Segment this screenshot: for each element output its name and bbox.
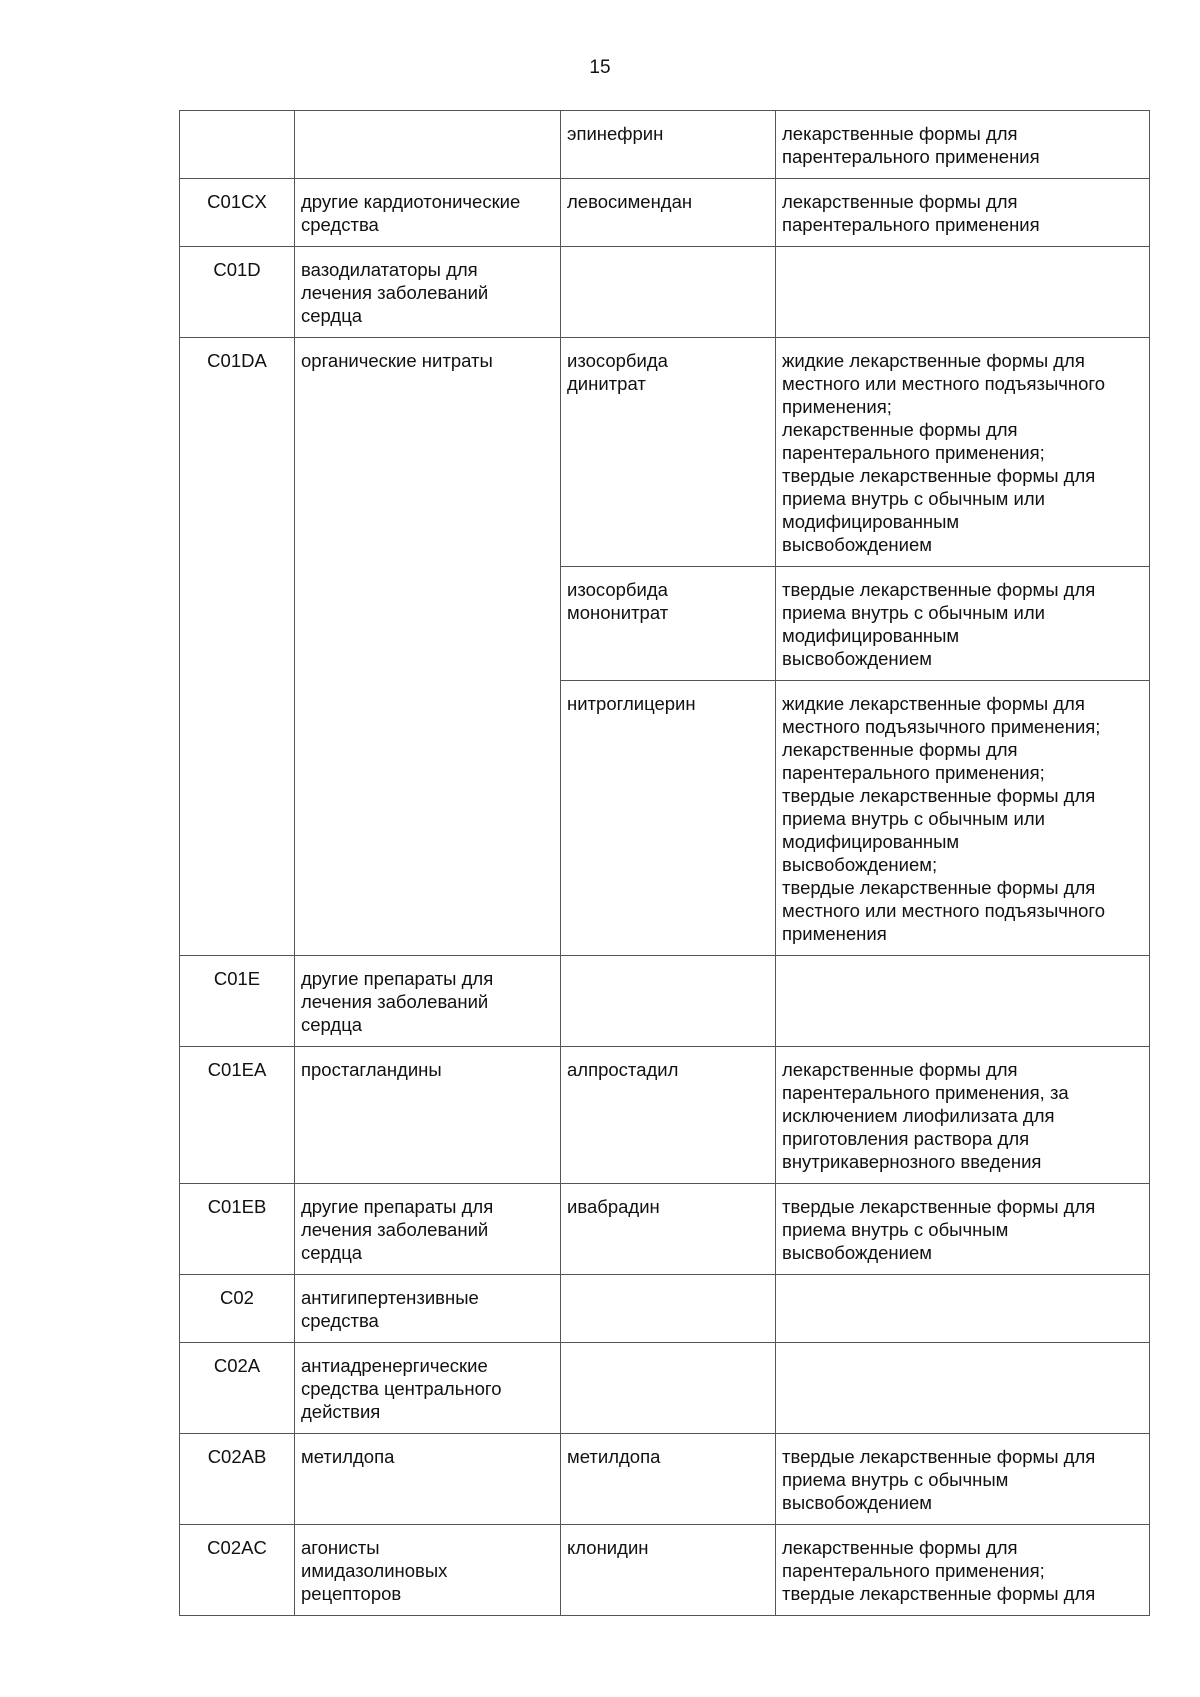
atc-code-cell: C01EA (180, 1047, 295, 1184)
table-row (180, 1047, 1150, 1184)
group-cell: антигипертензивные средства (295, 1275, 561, 1343)
atc-code-cell: C02A (180, 1343, 295, 1434)
atc-code-cell: C02AC (180, 1525, 295, 1616)
drug-name-cell: клонидин (561, 1525, 776, 1616)
dosage-forms-cell: лекарственные формы для парентерального применения (776, 111, 1150, 179)
group-cell: простагландины (295, 1047, 561, 1184)
drug-name-cell: левосимендан (561, 179, 776, 247)
atc-code-cell: C01EB (180, 1184, 295, 1275)
drug-name-cell: эпинефрин (561, 111, 776, 179)
atc-code-cell: C02 (180, 1275, 295, 1343)
dosage-forms-cell (776, 956, 1150, 1047)
table-row (180, 1525, 1150, 1616)
dosage-forms-cell (776, 247, 1150, 338)
dosage-forms-cell: лекарственные формы для парентерального применения, за исключением лиофилизата для приготовления раствора для внутрикавернозного введения (776, 1047, 1150, 1184)
drug-name-cell (561, 1343, 776, 1434)
table-row (180, 956, 1150, 1047)
group-cell (295, 111, 561, 179)
group-cell: органические нитраты (295, 338, 561, 956)
group-cell: антиадренергические средства центрального действия (295, 1343, 561, 1434)
drug-name-cell: алпростадил (561, 1047, 776, 1184)
atc-code-cell: C01DA (180, 338, 295, 956)
table-row (180, 1184, 1150, 1275)
atc-code-cell: C01D (180, 247, 295, 338)
dosage-forms-cell: лекарственные формы для парентерального применения; твердые лекарственные формы для (776, 1525, 1150, 1616)
drug-classification-table (179, 110, 1150, 1616)
drug-name-cell (561, 956, 776, 1047)
group-cell: другие кардиотонические средства (295, 179, 561, 247)
group-cell: метилдопа (295, 1434, 561, 1525)
atc-code-cell: C01CX (180, 179, 295, 247)
drug-name-cell: изосорбида динитрат (561, 338, 776, 567)
drug-name-cell (561, 247, 776, 338)
drug-name-cell: изосорбида мононитрат (561, 567, 776, 681)
dosage-forms-cell (776, 1275, 1150, 1343)
drug-name-cell: ивабрадин (561, 1184, 776, 1275)
drug-name-cell: нитроглицерин (561, 681, 776, 956)
group-cell: агонисты имидазолиновых рецепторов (295, 1525, 561, 1616)
table-row (180, 1434, 1150, 1525)
table-row (180, 111, 1150, 179)
table-row (180, 1275, 1150, 1343)
atc-code-cell: C02AB (180, 1434, 295, 1525)
table-row (180, 338, 1150, 567)
dosage-forms-cell: лекарственные формы для парентерального применения (776, 179, 1150, 247)
group-cell: другие препараты для лечения заболеваний сердца (295, 1184, 561, 1275)
dosage-forms-cell: твердые лекарственные формы для приема внутрь с обычным или модифицированным высвобождением (776, 567, 1150, 681)
page-number: 15 (589, 57, 611, 78)
dosage-forms-cell (776, 1343, 1150, 1434)
table-row (180, 1343, 1150, 1434)
dosage-forms-cell: жидкие лекарственные формы для местного или местного подъязычного применения; лекарственные формы для парентерального применения; твердые лекарственные формы для приема внутрь с обычным или модифицированным высвобождением (776, 338, 1150, 567)
drug-name-cell: метилдопа (561, 1434, 776, 1525)
group-cell: вазодилататоры для лечения заболеваний сердца (295, 247, 561, 338)
dosage-forms-cell: твердые лекарственные формы для приема внутрь с обычным высвобождением (776, 1434, 1150, 1525)
group-cell: другие препараты для лечения заболеваний сердца (295, 956, 561, 1047)
atc-code-cell: C01E (180, 956, 295, 1047)
drug-name-cell (561, 1275, 776, 1343)
atc-code-cell (180, 111, 295, 179)
dosage-forms-cell: жидкие лекарственные формы для местного подъязычного применения; лекарственные формы для парентерального применения; твердые лекарственные формы для приема внутрь с обычным или модифицированным высвобождением; твердые лекарственные формы для местного или местного подъязычного применения (776, 681, 1150, 956)
dosage-forms-cell: твердые лекарственные формы для приема внутрь с обычным высвобождением (776, 1184, 1150, 1275)
table-row (180, 179, 1150, 247)
table-row (180, 247, 1150, 338)
